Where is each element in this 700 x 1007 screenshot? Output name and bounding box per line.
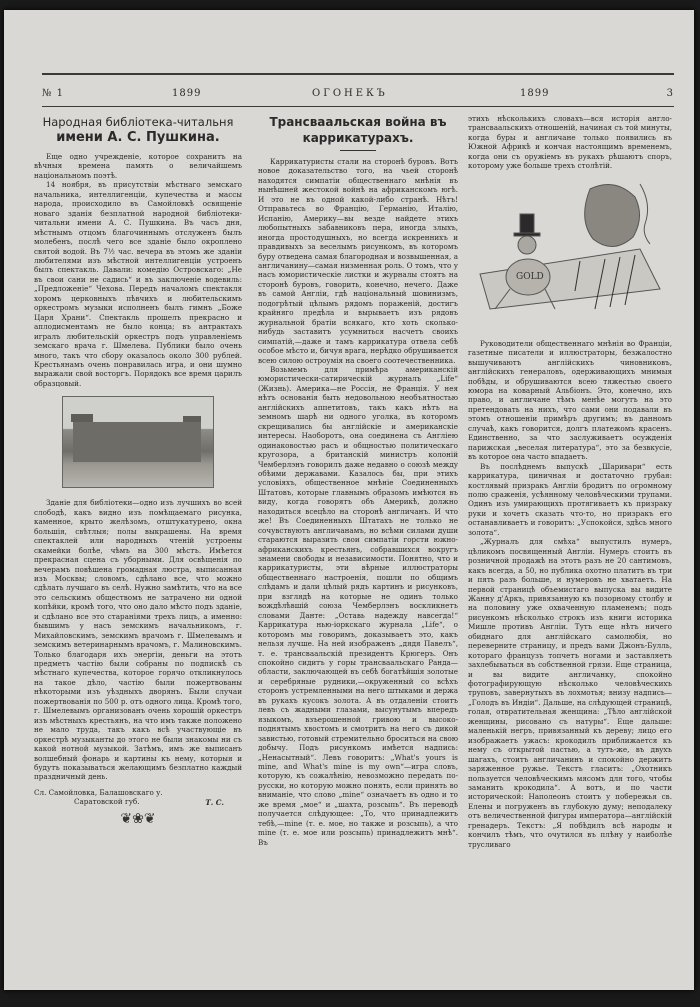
paragraph: этихъ нѣсколькихъ словахъ—вся исторія англо-трансваальскихъ отношеній, начиная съ той минуты, когда буры и англичане только появились въ Южной Африкѣ и кончая настоящимъ временемъ, когда они съ оружіемъ въ рукахъ рѣшаютъ споръ, которому уже больше трехъ столѣтій. [468,114,672,171]
place-line2: Саратовской губ. [74,797,140,807]
year-left: 1899 [172,88,202,99]
issue-number: № 1 [42,88,65,99]
page-number: 3 [666,88,674,99]
article-title-line1: Трансваальская война въ [269,115,447,129]
library-building-photo [62,396,214,488]
header-rule-top [42,73,674,75]
place-line1: Сл. Самойловка, Балашовскаго у. [34,787,163,797]
signature-block [34,788,242,807]
article-title-line1: Народная библіотека-читальня [42,115,234,129]
article-title-line2: имени А. С. Пушкина. [56,130,220,145]
author-initials: Т. С. [205,797,224,807]
article-transvaal [258,114,458,847]
newspaper-page [4,10,694,990]
paragraph: „Журналъ для смѣха“ выпустилъ нумеръ, цѣликомъ посвященный Англіи. Нумеръ стоитъ въ розничной продажѣ на этотъ разъ не 20 сантимовъ, какъ всегда, а 50, но публика охотно платитъ въ три и пять разъ больше, и нумеровъ не хватаетъ. На первой страницѣ объемистаго выпуска вы видите Жанну д'Аркъ, привязанную къ позорному столбу и на половину уже охваченную пламенемъ; подъ рисункомъ нѣсколько строкъ изъ книги историка Мишле противъ Англіи. Тутъ еще нѣтъ ничего обиднаго для англійскаго самолюбія, но переверните страницу, и предъ вами Джонъ-Булль, котораго французъ топчетъ ногами и заставляетъ захлебываться въ собственной грязи. Еще страница, и вы видите англичанку, спокойно фотографирующую нѣсколько человѣческихъ труповъ, завернутыхъ въ лохмотья; внизу надпись—„Голодъ въ Индіи“. Дальше, на слѣдующей страницѣ, голая, отвратительная женщина: „Тѣло англійской женщины, рисовано съ натуры“. Еще дальше: маленькій негръ, привязанный къ дереву; лицо его изображаетъ ужасъ: крокодилъ приближается къ нему съ открытой пастью, а тутъ-же, въ двухъ шагахъ, стоитъ англичанинъ и спокойно держитъ заряженное ружье. Текстъ гласитъ: „Охотникъ пользуется человѣческимъ мясомъ для того, чтобы заманить крокодила“. А вотъ, и по части исторической: Наполеонъ стоитъ у побережья св. Елены и погруженъ въ глубокую думу; неподалеку отъ величественной фигуры императора—англійскій гренадеръ. Текстъ: „Я побѣдилъ всѣ народы и кончилъ тѣмъ, что очутился въ плѣну у наиболѣе трусливаго [468,537,672,849]
header-rule-bottom [42,106,674,107]
paragraph: Еще одно учрежденіе, которое сохранитъ на вѣчныя времена память о величайшемъ національномъ поэтѣ. [34,152,242,180]
article-title-line2: каррикатурахъ. [302,131,414,145]
gold-label: GOLD [516,271,544,282]
paragraph: Руководители общественнаго мнѣнія во Франціи, газетные писатели и иллюстраторы, безжалостно вышучиваютъ англійскихъ чиновниковъ, англійскихъ генераловъ, одерживающихъ мнимыя побѣды, и обрушиваются всею тяжестью своего юмора на коварный Альбіонъ. Это, конечно, ихъ право, и англичане тѣмъ менѣе могутъ на это претендовать на нихъ, что сами они подавали въ этомъ отношеніи примѣръ другимъ; въ данномъ случаѣ, какъ говорится, долгъ платежомъ красенъ. Единственно, за что заслуживаетъ осужденія парижская „веселая литература“, это за безвкусіе, въ которое она часто впадаетъ. [468,338,672,462]
masthead-title: ОГОНЕКЪ [312,88,388,99]
paragraph: Каррикатуристы стали на сторонѣ буровъ. Вотъ новое доказательство того, на чьей сторонѣ находятся симпатіи общественнаго мнѣнія въ нынѣшней жестокой войнѣ на африканскомъ югѣ. И это не въ одной какой-либо странѣ. Нѣтъ! Отправьтесь во Францію, Германію, Италію, Испанію, Америку—вы везде найдете этихъ любопытныхъ забавниковъ пера, иногда злыхъ, иногда простодушныхъ, но всегда искреннихъ и правдивыхъ за веселымъ рисункомъ, въ которомъ буру отведена самая благородная и возвышенная, а англичанину—самая низменная роль. О томъ, что у насъ юмористическіе листки и журналы стоятъ на сторонѣ буровъ, говорить, конечно, нечего. Даже въ самой Англіи, гдѣ національный шовинизмъ, подогрѣтый цѣлымъ рядомъ пораженій, достигъ крайняго предѣла и вырываетъ изъ рядовъ журнальной братіи всякаго, кто хоть сколько-нибудь заставитъ усумниться насчетъ своихъ симпатій,—даже и тамъ каррикатура отвела себѣ особое мѣсто и, бичуя врага, нерѣдко обрушивается всею силою остроумія на своего соотечественника. [258,157,458,365]
paragraph: Зданіе для библіотеки—одно изъ лучшихъ во всей слободѣ, какъ видно изъ помѣщаемаго рисунка, каменное, крыто желѣзомъ, отштукатурено, окна большія, свѣтлыя; полы выкрашены. На время спектаклей или народныхъ чтеній устроены скамейки болѣе, чѣмъ на 300 мѣстъ. Имѣется прекрасная сцена съ уборными. Для освѣщенія по вечерамъ повѣшена громадная люстра, выписанная изъ Москвы; словомъ, сдѣлано все, что можно сдѣлать лучшаго въ селѣ. Нужно замѣтить, что на все это сельскимъ обществомъ не затрачено ни одной копѣйки, кромѣ того, что оно дало мѣсто подъ зданіе, и сдѣлано все это стараніями трехъ лицъ, а именно: бывшимъ у насъ земскимъ начальникомъ, г. Михайловскимъ, земскимъ врачомъ г. Шмелевымъ и земскимъ ветеринарнымъ врачомъ, г. Малиновскимъ. Только благодаря ихъ энергіи, деньги на этотъ предметъ частію были собраны по подпискѣ съ мѣстнаго купечества, которое горячо откликнулось на такое дѣло, частію были пожертвованы нѣкоторыми изъ уѣздныхъ дворянъ. Были случаи пожертвованія по 500 р. отъ одного лица. Кромѣ того, г. Шмелевымъ организованъ очень хорошій оркестръ изъ мѣстныхъ крестьянъ, на что имъ также положено не мало труда, такъ какъ всѣ участвующіе въ оркестрѣ музыканты до этого не были знакомы ни съ какой нотной музыкой. Затѣмъ, имъ же выписанъ волшебный фонарь и картины къ нему, которыя и будутъ показываться желающимъ безплатно каждый праздничный день. [34,498,242,782]
lion-cartoon-illustration [470,179,670,329]
article-continuation [468,114,672,849]
paragraph: Въ послѣднемъ выпускѣ „Шаривари“ есть каррикатура, циничная и достаточно грубая: костлявый призракъ Англіи бродитъ по огромному полю сраженія, усѣянному человѣческими трупами. Одинъ изъ умирающихъ протягиваетъ къ призраку руки и хочетъ сказать что-то, но призракъ его останавливаетъ и говоритъ: „Успокойся, здѣсь много золота“. [468,461,672,537]
title-rule [340,150,376,151]
paragraph: 14 ноября, въ присутствіи мѣстнаго земскаго начальника, интеллигенціи, купечества и массы народа, происходило въ Самойловкѣ освященіе новаго зданія безплатной народной библіотеки-читальни имени А. С. Пушкина. Въ часъ дня, мѣстнымъ отцомъ благочиннымъ отслуженъ былъ молебенъ, послѣ чего все зданіе было окроплено святой водой. Въ 7½ час. вечера въ этомъ же зданіи любителями изъ мѣстной интеллигенціи устроенъ былъ спектакль. Давали: комедію Островскаго: „Не въ свои сани не садись“ и въ заключеніе водевиль: „Предложеніе“ Чехова. Передъ началомъ спектакля хоромъ церковныхъ пѣвчихъ и любительскимъ оркестромъ музыки исполненъ былъ гимнъ „Боже Царя Храни“. Спектакль прошелъ прекрасно и аплодисментамъ не было конца; въ антрактахъ игралъ любительскій оркестръ подъ управленіемъ земскаго врача г. Шмелева. Публики было очень много, такъ что сбору оказалось около 300 рублей. Крестьянамъ очень понравилась игра, и они шумно выражали свой восторгъ. Порядокъ все время царилъ образцовый. [34,180,242,388]
article-library [34,114,242,825]
floral-ornament-icon: ❦❀❦ [120,811,156,825]
paragraph: Возьмемъ для примѣра американскій юмористически-сатирическій журналъ „Life“ (Жизнь). Америка—не Россія, не Франція. У нея нѣтъ основанія быть недовольною необъятностью англійскихъ аппетитовъ, такъ какъ нѣтъ на земномъ шарѣ ни одного уголка, въ которомъ скрещивались бы англійскіе и американскіе интересы. Наоборотъ, она соединена съ Англіею одинаковостью расъ и общностью политическаго кругозора, а британскій министръ колоній Чемберлэнъ говорилъ даже недавно о союзѣ между обѣими державами. Казалось бы, при этихъ условіяхъ, общественное мнѣніе Соединенныхъ Штатовъ, которые главнымъ образомъ имѣются въ виду, когда говорятъ объ Америкѣ, должно находиться всецѣло на сторонѣ англичанъ. И что же! Въ Соединенныхъ Штатахъ не только не сочувствуютъ англичанамъ, но всѣми силами души стараются выразить свои симпатіи горсти южно-африканскихъ крестьянъ, собравшихся вокругъ знамени свободы и независимости. Понятно, что и каррикатуристы, эти вѣрные иллюстраторы общественнаго настроенія, пошли по общимъ слѣдамъ и дали цѣлый рядъ картинъ и рисунковъ, при взглядѣ на которые не одинъ только вождѣлѣвшій союза Чемберлэнъ воскликнетъ словами Данте: „Оставь надежду навсегда!“ Каррикатура нью-іоркскаго журнала „Life“, о которомъ мы говоримъ, доказываетъ это, какъ нельзя лучше. На ней изображенъ „дядя Павелъ“, т. е. трансваальскій президентъ Крюгеръ. Онъ спокойно сидитъ у горы трансваальскаго Ранда—области, заключающей въ себѣ богатѣйшія золотые и серебряные рудники,—окруженный со всѣхъ сторонъ устремленными на него штыками и держа въ рукахъ кусокъ золота. А въ отдаленіи стоитъ левъ съ жадными глазами, высунутымъ впередъ языкомъ, взъерошенной гривою и высоко-поднятымъ хвостомъ и смотритъ на него съ дикой завистью, готовый стремительно броситься на свою добычу. Подъ рисункомъ имѣется надпись: „Ненасытный“. Левъ говоритъ: „What's yours is mine, and What's mine is my own“—игра словъ, которую, къ сожалѣнію, невозможно передать по-русски, но которую можно понять, если принять во вниманіе, что слово „mine“ означаетъ въ одно и то же время „мое“ и „шахта, розсыпь“. Въ переводѣ получается слѣдующее: „То, что принадлежитъ тебѣ,—mine (т. е. мое, но также и розсыпь), а что mine (т. е. мое или розсыпь) принадлежитъ мнѣ“. Въ [258,364,458,847]
running-header [42,88,674,102]
year-right: 1899 [520,88,550,99]
